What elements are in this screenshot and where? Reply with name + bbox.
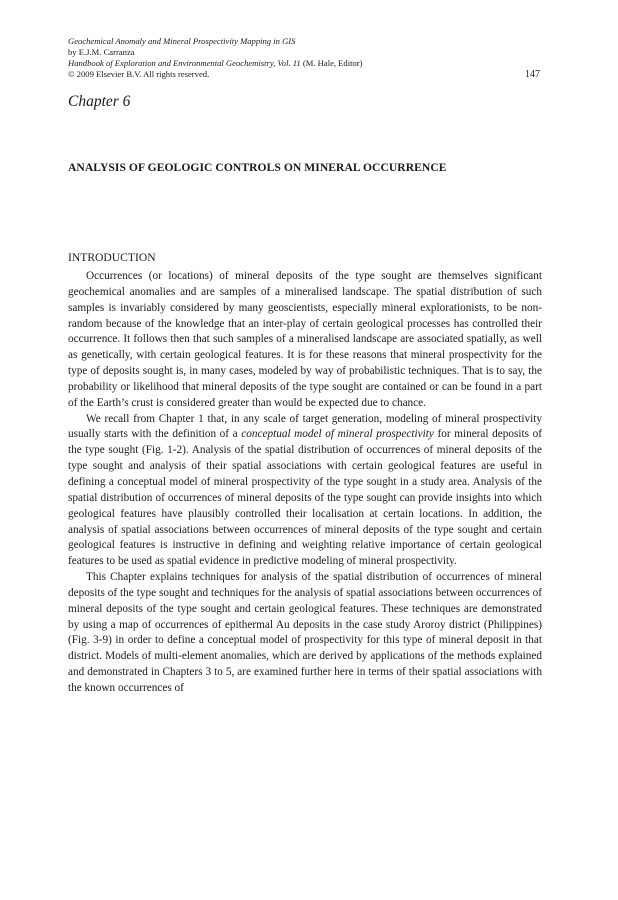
series-title: Handbook of Exploration and Environmental Geochemistry, Vol. 11 — [68, 58, 301, 68]
paragraph-2-rest: for mineral deposits of the type sought (Fig. 1-2). Analysis of the spatial distribution of occurrences of mineral deposits of the type sought and analysis of their spatial associations with certain geological features are useful in defining a conceptual model of mineral prospectivity of the type sought in a study area. Analysis of the spatial distribution of occurrences of mineral deposits of the type sought can provide insights into which geological features have plausibly controlled their localisation at certain locations. In addition, the analysis of spatial associations between occurrences of mineral deposits of the type sought and certain geological features is instructive in defining and weighting relative importance of certain geological features to be used as spatial evidence in predictive modeling of mineral prospectivity. — [68, 428, 542, 568]
series-line — [68, 58, 542, 69]
copyright-notice: © 2009 Elsevier B.V. All rights reserved. — [68, 69, 210, 79]
body-text — [68, 269, 542, 697]
author-line: by E.J.M. Carranza — [68, 47, 135, 57]
series-editor: (M. Hale, Editor) — [300, 58, 363, 68]
book-title: Geochemical Anomaly and Mineral Prospectivity Mapping in GIS — [68, 36, 296, 46]
chapter-label: Chapter 6 — [68, 93, 131, 110]
paragraph-1: Occurrences (or locations) of mineral deposits of the type sought are themselves significant geochemical anomalies and are samples of a mineralised landscape. The spatial distribution of such samples is invariably considered by many geoscientists, especially mineral explorationists, to be non-random because of the knowledge that an inter-play of certain geological processes has controlled their occurrence. It follows then that such samples of a mineralised landscape are associated spatially, as well as genetically, with certain geological features. It is for these reasons that mineral prospectivity for the type of deposits sought is, in many cases, modeled by way of probabilistic techniques. That is to say, the probability or likelihood that mineral deposits of the type sought are contained or can be found in a part of the Earth’s crust is considered greater than would be expected due to chance. — [68, 270, 542, 409]
paragraph-2-emphasis: conceptual model of mineral prospectivity — [241, 428, 434, 441]
book-page — [68, 36, 542, 697]
section-heading: INTRODUCTION — [68, 251, 156, 264]
copyright-row — [68, 69, 542, 80]
chapter-title: ANALYSIS OF GEOLOGIC CONTROLS ON MINERAL OCCURRENCE — [68, 161, 447, 174]
paragraph-3: This Chapter explains techniques for analysis of the spatial distribution of occurrences of mineral deposits of the type sought and techniques for the analysis of spatial associations between occurrences of mineral deposits of the type sought and certain geological features. These techniques are demonstrated by using a map of occurrences of epithermal Au deposits in the case study Aroroy district (Philippines) (Fig. 3-9) in order to define a conceptual model of prospectivity for this type of mineral deposit in that district. Models of multi-element anomalies, which are derived by applications of the methods explained and demonstrated in Chapters 3 to 5, are examined further here in terms of their spatial associations with the known occurrences of — [68, 571, 542, 694]
running-header — [68, 36, 542, 80]
paragraph-2 — [68, 412, 542, 570]
paragraph-2-lead: We recall from Chapter 1 that, in any scale of target generation, modeling of mineral prospectivity usually starts with the definition of a — [68, 412, 542, 441]
page-number: 147 — [525, 69, 540, 80]
